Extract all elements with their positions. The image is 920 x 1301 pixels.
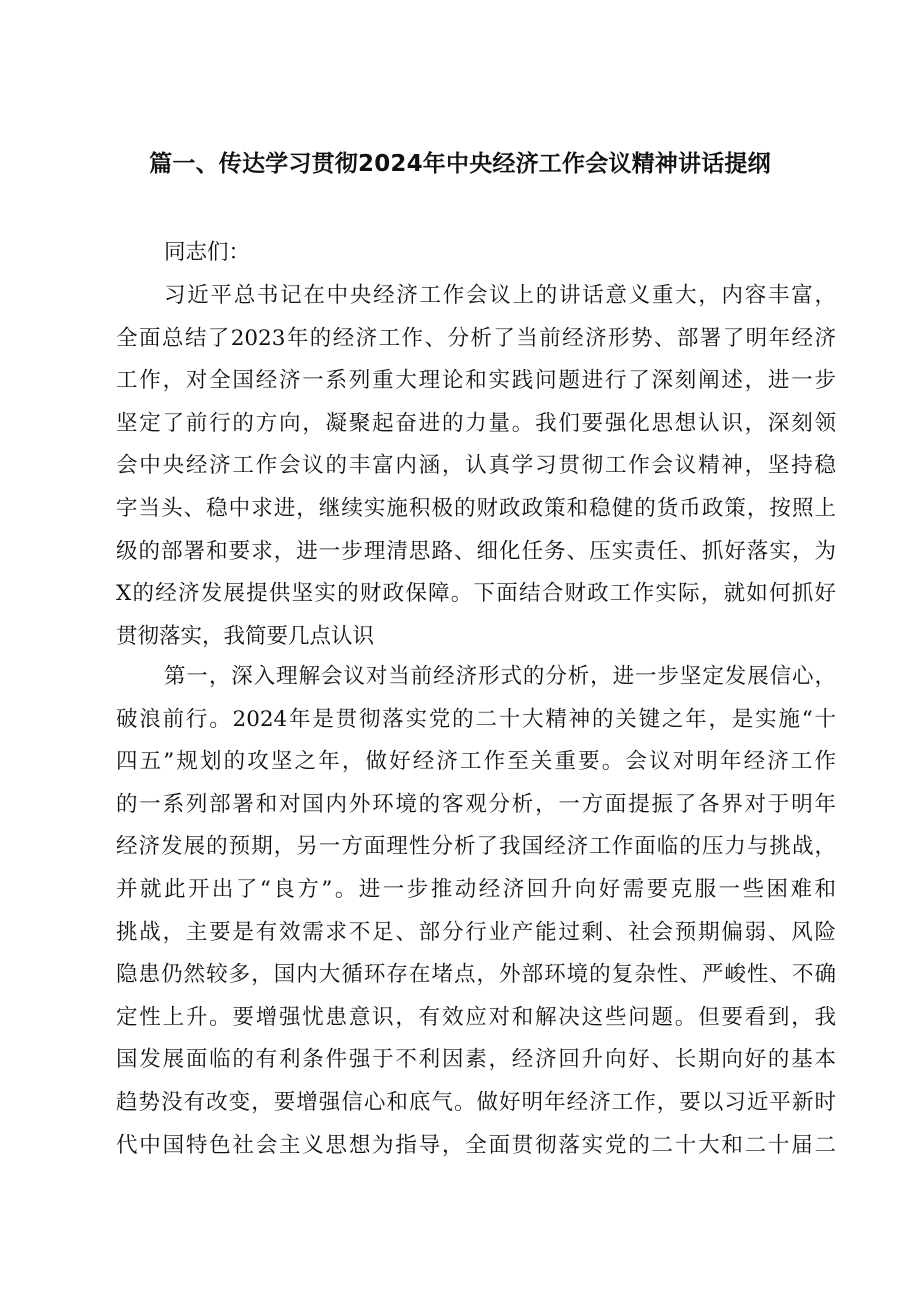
paragraph-2	[116, 656, 836, 1167]
paragraph-line: 工作，对全国经济一系列重大理论和实践问题进行了深刻阐述，进一步	[116, 368, 836, 394]
salutation: 同志们：	[164, 240, 251, 265]
paragraph-line: 四五”规划的攻坚之年，做好经济工作至关重要。会议对明年经济工作	[116, 749, 836, 775]
paragraph-line: 坚定了前行的方向，凝聚起奋进的力量。我们要强化思想认识，深刻领	[116, 410, 836, 436]
paragraph-line: 隐患仍然较多，国内大循环存在堵点，外部环境的复杂性、严峻性、不确	[116, 962, 836, 988]
paragraph-line: 第一，深入理解会议对当前经济形式的分析，进一步坚定发展信心，	[164, 664, 836, 689]
paragraph-line: 挑战，主要是有效需求不足、部分行业产能过剩、社会预期偏弱、风险	[116, 919, 836, 945]
paragraph-line: 并就此开出了“良方”。进一步推动经济回升向好需要克服一些困难和	[116, 876, 836, 902]
paragraph-line: 全面总结了2023年的经济工作、分析了当前经济形势、部署了明年经济	[116, 325, 836, 351]
paragraph-line: 会中央经济工作会议的丰富内涵，认真学习贯彻工作会议精神，坚持稳	[116, 453, 836, 479]
paragraph-line: 国发展面临的有利条件强于不利因素，经济回升向好、长期向好的基本	[116, 1047, 836, 1073]
paragraph-line: 字当头、稳中求进，继续实施积极的财政政策和稳健的货币政策，按照上	[116, 495, 836, 521]
paragraph-line: 破浪前行。2024年是贯彻落实党的二十大精神的关键之年，是实施“十	[116, 706, 836, 732]
paragraph-line: 贯彻落实，我简要几点认识	[116, 623, 375, 649]
document-title: 篇一、传达学习贯彻2024年中央经济工作会议精神讲话提纲	[149, 151, 771, 177]
paragraph-line: 级的部署和要求，进一步理清思路、细化任务、压实责任、抓好落实，为	[116, 538, 836, 564]
paragraph-line: 趋势没有改变，要增强信心和底气。做好明年经济工作，要以习近平新时	[116, 1089, 836, 1115]
paragraph-line: 定性上升。要增强忧患意识，有效应对和解决这些问题。但要看到，我	[116, 1004, 836, 1030]
paragraph-1	[116, 275, 836, 658]
paragraph-line: X的经济发展提供坚实的财政保障。下面结合财政工作实际，就如何抓好	[116, 581, 836, 607]
paragraph-line: 代中国特色社会主义思想为指导，全面贯彻落实党的二十大和二十届二	[116, 1132, 836, 1158]
paragraph-line: 习近平总书记在中央经济工作会议上的讲话意义重大，内容丰富，	[164, 283, 836, 308]
paragraph-line: 经济发展的预期，另一方面理性分析了我国经济工作面临的压力与挑战，	[116, 834, 836, 860]
paragraph-line: 的一系列部署和对国内外环境的客观分析，一方面提振了各界对于明年	[116, 791, 836, 817]
